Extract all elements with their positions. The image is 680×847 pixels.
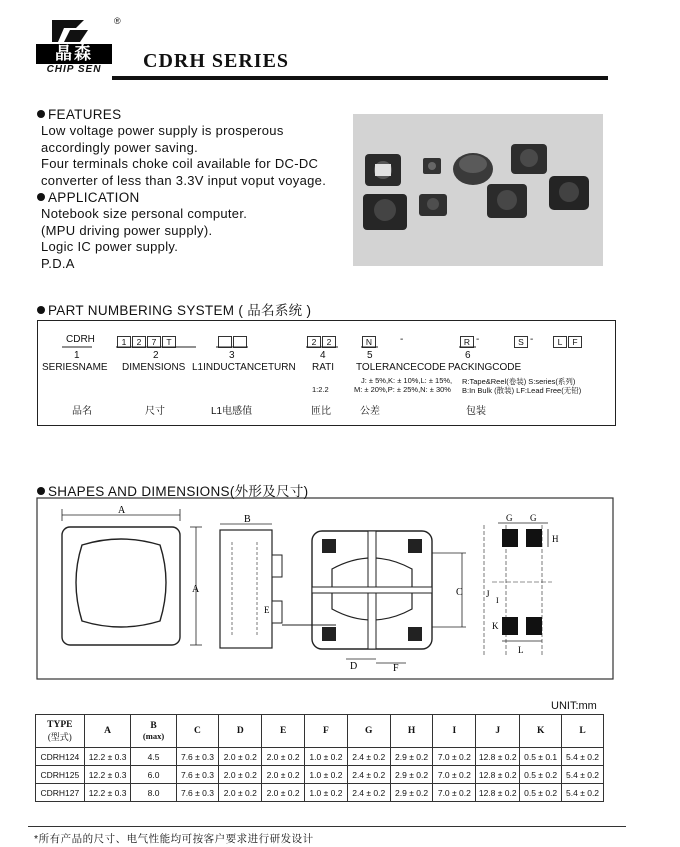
table-cell: 6.0: [131, 766, 176, 784]
col-g: G: [347, 715, 390, 748]
table-row: [36, 748, 604, 766]
col-j: J: [476, 715, 520, 748]
col-d: D: [219, 715, 262, 748]
table-cell: 4.5: [131, 748, 176, 766]
table-cell: CDRH124: [36, 748, 85, 766]
dim-letter-c: C: [456, 587, 463, 598]
table-cell: 2.9 ± 0.2: [390, 748, 433, 766]
table-cell: 12.2 ± 0.3: [84, 748, 131, 766]
bullet-icon: [37, 193, 45, 201]
inductor-image: [423, 158, 441, 174]
bullet-icon: [37, 306, 45, 314]
pn-num: 3: [229, 350, 235, 361]
code-box: R: [460, 336, 474, 348]
dimension-drawing: [36, 497, 614, 680]
table-cell: 1.0 ± 0.2: [305, 784, 348, 802]
table-cell: 0.5 ± 0.2: [520, 784, 562, 802]
table-cell: 2.0 ± 0.2: [219, 784, 262, 802]
application-heading: APPLICATION: [37, 190, 140, 205]
pn-prefix: CDRH: [66, 334, 95, 345]
footer-rule: [28, 826, 626, 827]
dim-letter-e: E: [264, 605, 270, 615]
table-cell: 1.0 ± 0.2: [305, 766, 348, 784]
dim-letter-i: I: [496, 596, 499, 605]
table-row: [36, 784, 604, 802]
pn-num: 5: [367, 350, 373, 361]
pn-label: SERIESNAME: [42, 362, 108, 373]
dim-letter-l: L: [518, 645, 524, 655]
table-cell: 5.4 ± 0.2: [562, 748, 604, 766]
dim-letter-g: G: [506, 513, 513, 523]
pn-num: 1: [74, 350, 80, 361]
application-line: Logic IC power supply.: [41, 239, 179, 254]
dim-letter-d: D: [350, 661, 358, 672]
col-type: TYPE (型式): [36, 715, 85, 748]
application-line: P.D.A: [41, 255, 75, 271]
table-cell: 7.0 ± 0.2: [433, 748, 476, 766]
col-b: B (max): [131, 715, 176, 748]
dim-letter-f: F: [393, 663, 399, 674]
land-pattern-diagram: [484, 523, 552, 655]
col-a: A: [84, 715, 131, 748]
col-f: F: [305, 715, 348, 748]
table-cell: 7.6 ± 0.3: [176, 784, 219, 802]
table-cell: 12.8 ± 0.2: [476, 784, 520, 802]
dimensions-table: [35, 714, 604, 802]
table-cell: 2.4 ± 0.2: [347, 748, 390, 766]
footer-note: *所有产品的尺寸、电气性能均可按客户要求进行研发设计: [34, 833, 314, 845]
table-header-row: [36, 715, 604, 748]
col-i: I: [433, 715, 476, 748]
table-cell: 2.4 ± 0.2: [347, 784, 390, 802]
logo-en-text: CHIP SEN: [46, 64, 102, 75]
logo-mark-icon: [50, 16, 90, 44]
pn-pack-line: R:Tape&Reel(卷装) S:series(系列): [462, 377, 576, 386]
pn-cn-label: 包装: [466, 406, 486, 417]
registered-mark: ®: [114, 16, 121, 26]
table-cell: 12.2 ± 0.3: [84, 766, 131, 784]
header-rule: [112, 76, 608, 80]
features-line: accordingly power saving.: [41, 139, 199, 155]
bottom-view-diagram: [312, 531, 466, 663]
pn-tol-line: M: ± 20%,P: ± 25%,N: ± 30%: [354, 385, 451, 394]
pn-num: 2: [153, 350, 159, 361]
part-numbering-heading: PART NUMBERING SYSTEM ( 品名系统 ): [37, 299, 311, 319]
inductor-image: [453, 153, 493, 185]
code-box: T: [162, 336, 176, 348]
code-box: 2: [132, 336, 146, 348]
pn-tol-line: J: ± 5%,K: ± 10%,L: ± 15%,: [361, 376, 453, 385]
inductor-image: [549, 176, 589, 210]
pn-cn-label: L1电感值: [211, 406, 253, 417]
col-l: L: [562, 715, 604, 748]
table-cell: 7.6 ± 0.3: [176, 748, 219, 766]
dim-letter-j: J: [486, 589, 490, 599]
table-cell: CDRH127: [36, 784, 85, 802]
features-line: Four terminals choke coil available for DC-DC: [41, 156, 319, 171]
col-k: K: [520, 715, 562, 748]
table-cell: 12.2 ± 0.3: [84, 784, 131, 802]
table-cell: 2.0 ± 0.2: [262, 766, 305, 784]
table-cell: 0.5 ± 0.2: [520, 766, 562, 784]
pn-label: TOLERANCECODE: [356, 362, 446, 373]
pn-label: DIMENSIONS: [122, 362, 186, 373]
dim-letter-a: A: [192, 584, 200, 595]
table-cell: 7.0 ± 0.2: [433, 766, 476, 784]
table-cell: 2.4 ± 0.2: [347, 766, 390, 784]
table-cell: 2.9 ± 0.2: [390, 766, 433, 784]
pn-dash: -: [530, 334, 534, 345]
dim-letter-h: H: [552, 534, 559, 544]
table-body: [36, 748, 604, 802]
series-title: CDRH SERIES: [143, 50, 290, 72]
features-heading: FEATURES: [37, 107, 121, 122]
table-cell: 1.0 ± 0.2: [305, 748, 348, 766]
table-cell: 5.4 ± 0.2: [562, 784, 604, 802]
table-row: [36, 766, 604, 784]
code-box: N: [362, 336, 376, 348]
table-cell: 2.0 ± 0.2: [262, 748, 305, 766]
table-cell: 5.4 ± 0.2: [562, 766, 604, 784]
pn-cn-label: 品名: [72, 406, 92, 417]
pn-label: PACKINGCODE: [448, 362, 522, 373]
table-cell: 7.0 ± 0.2: [433, 784, 476, 802]
bullet-icon: [37, 110, 45, 118]
table-cell: 2.0 ± 0.2: [262, 784, 305, 802]
application-line: (MPU driving power supply).: [41, 222, 213, 238]
code-box: 7: [147, 336, 161, 348]
pn-cn-label: 尺寸: [145, 406, 165, 417]
table-cell: 2.9 ± 0.2: [390, 784, 433, 802]
dim-letter-k: K: [492, 621, 499, 631]
inductor-image: [419, 194, 447, 216]
pn-label: RATI: [312, 362, 335, 373]
pn-ratio-value: 1:2.2: [312, 385, 329, 394]
table-cell: 12.8 ± 0.2: [476, 766, 520, 784]
code-box: 2: [322, 336, 336, 348]
features-line: converter of less than 3.3V input voput voyage.: [41, 172, 327, 188]
code-box: 2: [307, 336, 321, 348]
side-view-diagram: [220, 524, 336, 648]
pn-underlines: [0, 345, 680, 351]
features-list: [41, 123, 326, 189]
col-h: H: [390, 715, 433, 748]
logo-cn-text: 晶森: [36, 44, 112, 64]
dim-letter-a: A: [118, 505, 126, 516]
pn-num: 6: [465, 350, 471, 361]
table-cell: CDRH125: [36, 766, 85, 784]
pn-dash: -: [476, 334, 480, 345]
table-cell: 7.6 ± 0.3: [176, 766, 219, 784]
table-cell: 8.0: [131, 784, 176, 802]
pn-label: L1INDUCTANCETURN: [192, 362, 296, 373]
table-cell: 2.0 ± 0.2: [219, 766, 262, 784]
code-box: L: [553, 336, 567, 348]
col-c: C: [176, 715, 219, 748]
dim-letter-g: G: [530, 513, 537, 523]
unit-label: UNIT:mm: [551, 700, 597, 712]
pn-dash: -: [400, 334, 404, 345]
application-list: [41, 206, 247, 272]
bullet-icon: [37, 487, 45, 495]
dim-letter-b: B: [244, 514, 251, 525]
inductor-image: [511, 144, 547, 174]
pn-num: 4: [320, 350, 326, 361]
product-photo: [353, 114, 603, 266]
inductor-image: [487, 184, 527, 218]
table-cell: 2.0 ± 0.2: [219, 748, 262, 766]
inductor-image: [363, 194, 407, 230]
pn-cn-label: 公差: [360, 406, 380, 417]
shapes-heading: SHAPES AND DIMENSIONS(外形及尺寸): [37, 480, 308, 500]
application-line: Notebook size personal computer.: [41, 206, 248, 221]
col-e: E: [262, 715, 305, 748]
inductor-image: [365, 154, 401, 186]
top-view-diagram: [62, 509, 202, 645]
code-box: S: [514, 336, 528, 348]
table-cell: 0.5 ± 0.1: [520, 748, 562, 766]
pn-cn-label: 匝比: [311, 406, 331, 417]
features-line: Low voltage power supply is prosperous: [41, 123, 284, 138]
table-cell: 12.8 ± 0.2: [476, 748, 520, 766]
pn-pack-line: B:In Bulk (散装) LF:Lead Free(无铅): [462, 386, 582, 395]
code-box: F: [568, 336, 582, 348]
code-box: 1: [117, 336, 131, 348]
